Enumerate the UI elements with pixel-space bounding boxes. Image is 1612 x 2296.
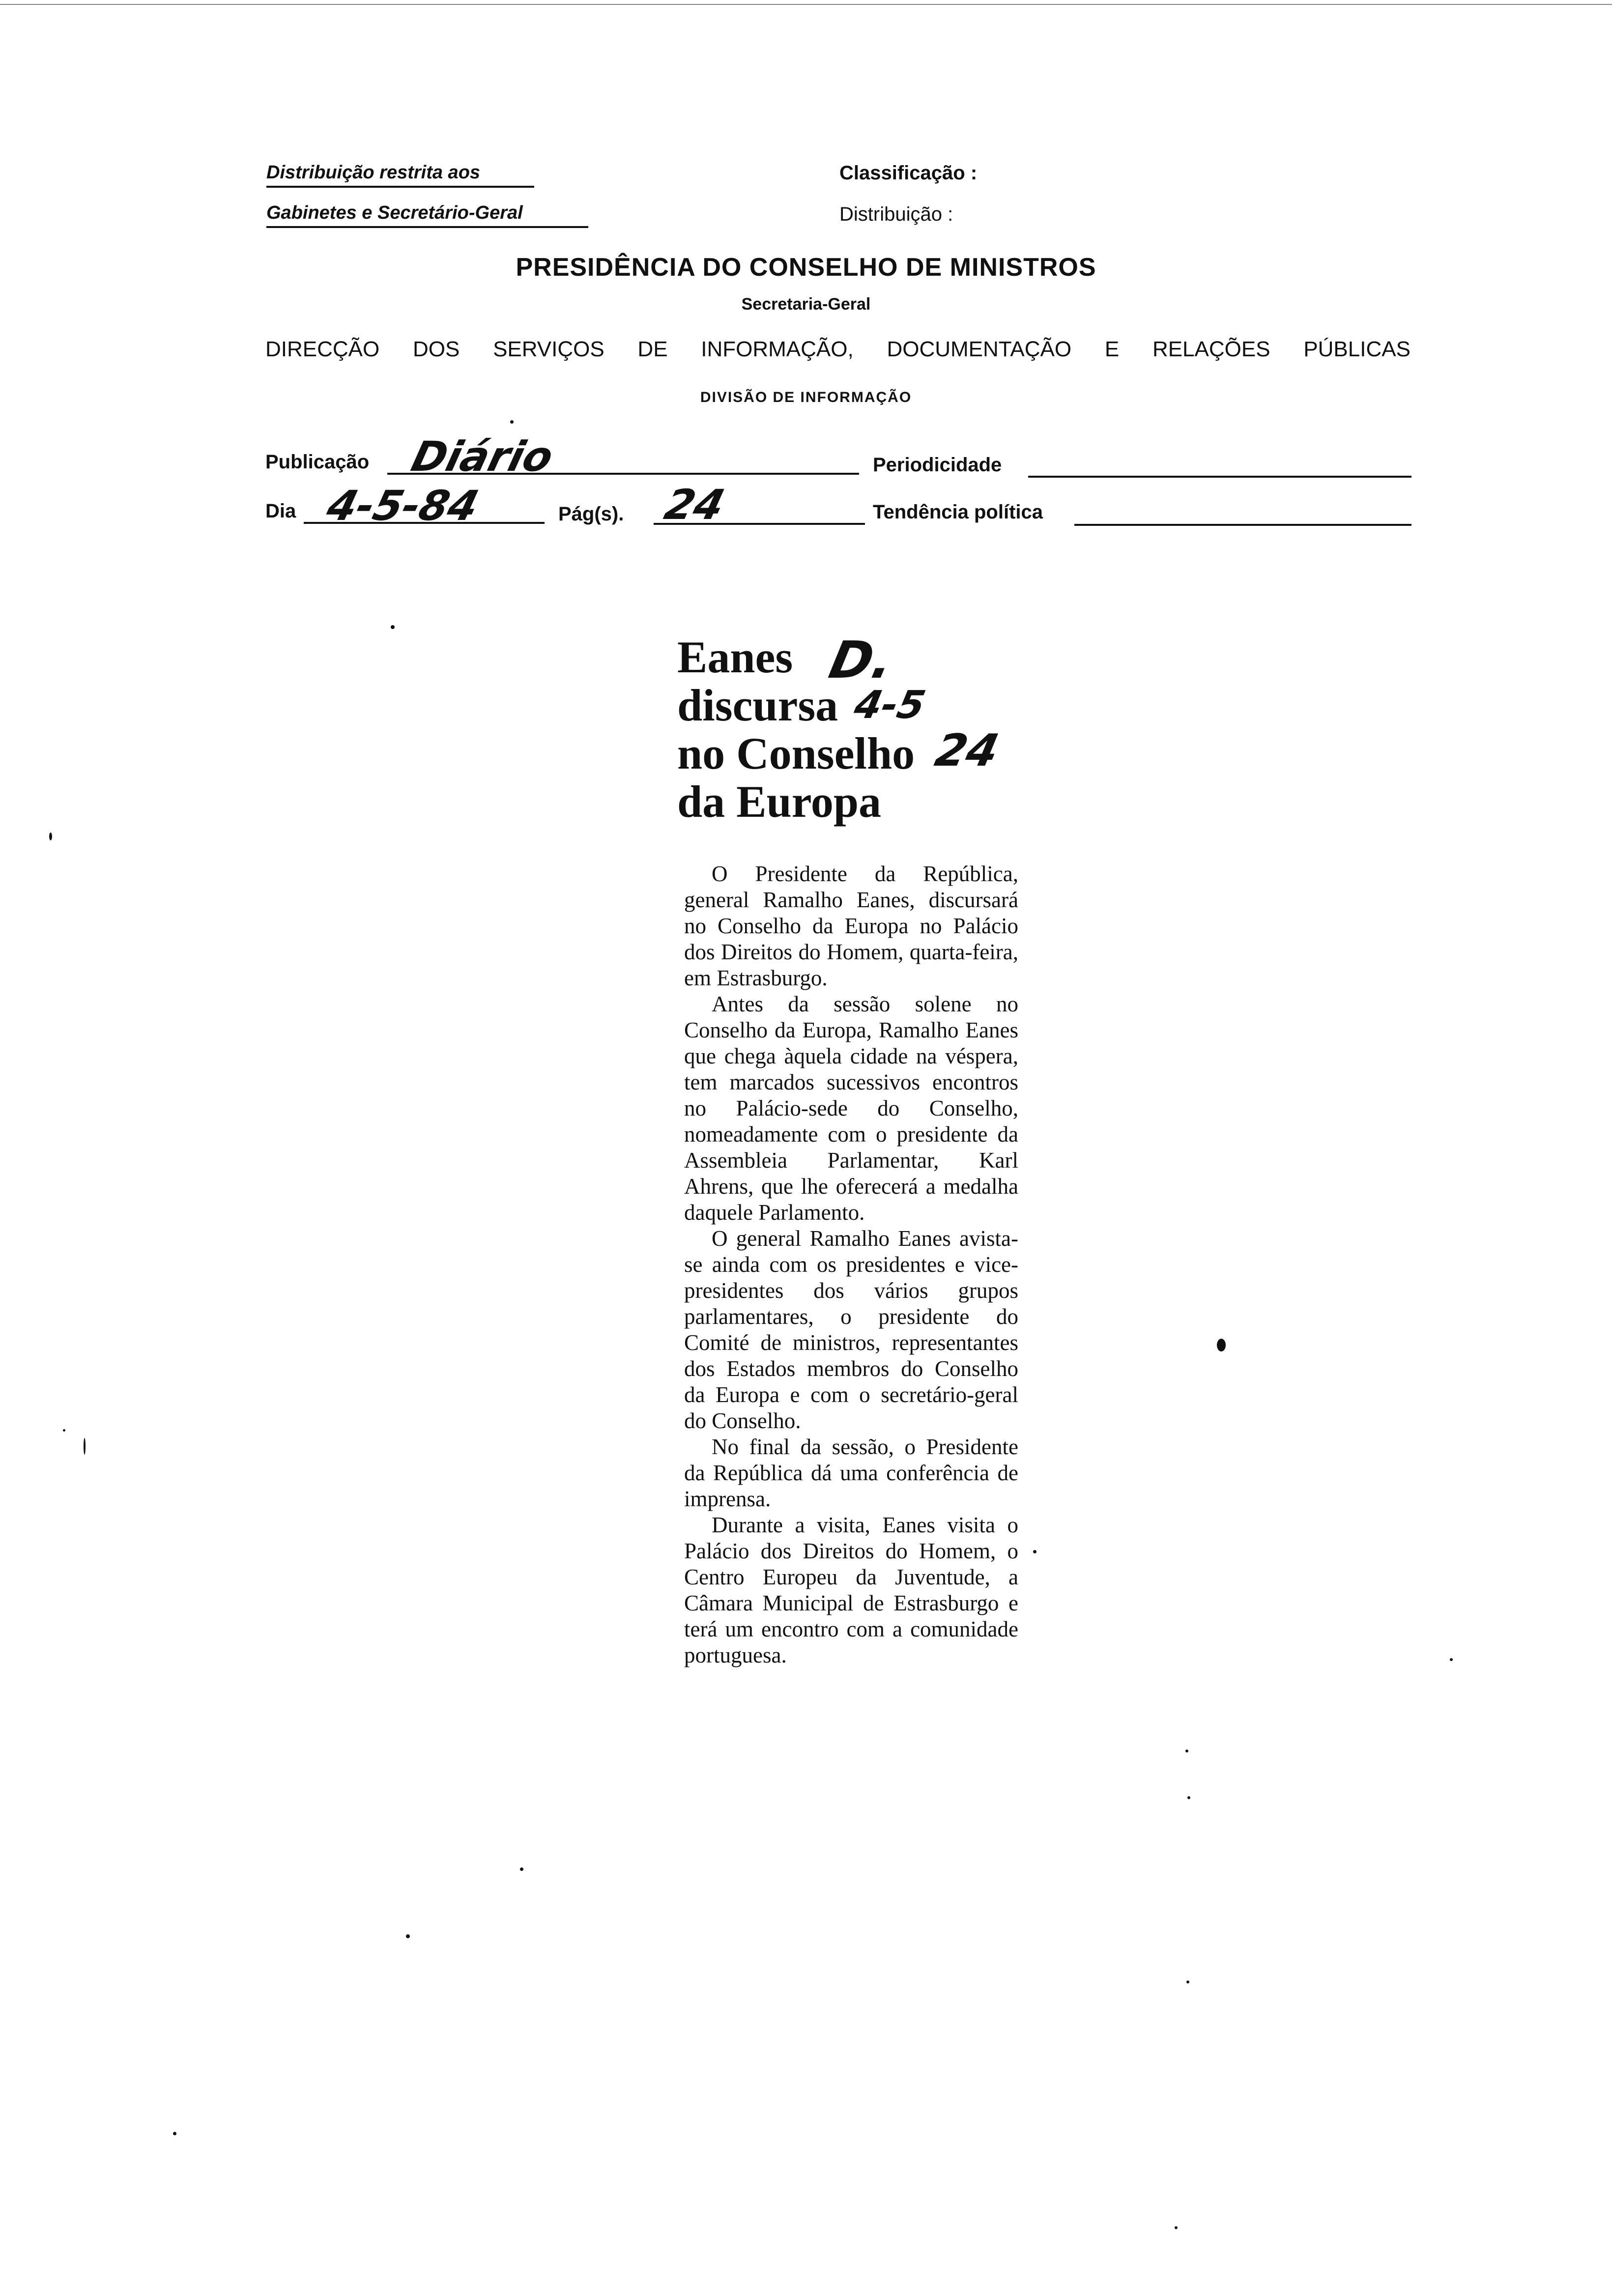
scan-speck xyxy=(510,420,514,424)
scan-speck xyxy=(173,2132,176,2135)
day-label: Dia xyxy=(265,500,296,522)
headline-line: Eanes xyxy=(677,632,793,682)
scan-speck xyxy=(406,1934,410,1938)
publication-value: Diário xyxy=(406,432,558,481)
scan-speck xyxy=(84,1438,86,1455)
handwritten-note-d: D. xyxy=(824,630,899,690)
article-paragraph: O Presidente da República, general Ramalho Eanes, discursará no Conselho da Europa no Palácio dos Direitos do Homem, quarta-feira, em Estrasburgo. xyxy=(684,861,1018,990)
scan-speck xyxy=(1186,1980,1189,1983)
pages-value: 24 xyxy=(660,481,730,529)
political-tendency-label: Tendência política xyxy=(873,501,1043,523)
headline-line: da Europa xyxy=(677,776,882,827)
institution-title: PRESIDÊNCIA DO CONSELHO DE MINISTROS xyxy=(516,253,1096,282)
directorate-word: DE xyxy=(637,337,668,361)
scan-speck xyxy=(63,1429,65,1432)
classification-label: Classificação : xyxy=(839,162,978,184)
scan-speck xyxy=(1185,1750,1188,1752)
scan-speck xyxy=(1175,2226,1178,2229)
distribution-line-2: Gabinetes e Secretário-Geral xyxy=(266,202,523,223)
distribution-underline-1 xyxy=(266,186,534,188)
directorate-word: SERVIÇOS xyxy=(493,337,604,361)
scan-speck xyxy=(1450,1658,1453,1661)
distribution-underline-2 xyxy=(266,226,588,228)
directorate-word: DOS xyxy=(412,337,460,361)
scan-speck xyxy=(391,625,395,629)
distribution-label: Distribuição : xyxy=(839,203,953,225)
scan-speck xyxy=(1217,1339,1226,1351)
directorate-word: RELAÇÕES xyxy=(1152,337,1270,361)
institution-subtitle: Secretaria-Geral xyxy=(741,295,871,314)
periodicity-rule xyxy=(1028,476,1411,478)
headline-line: no Conselho xyxy=(677,728,915,778)
directorate-word: E xyxy=(1104,337,1120,361)
periodicity-label: Periodicidade xyxy=(873,454,1002,476)
article-paragraph: O general Ramalho Eanes avista-se ainda com os presidentes e vice-presidentes dos vários grupos parlamentares, o presidente do Comité de ministros, representantes dos Estados membros do Conselho da Europa e com o secretário-geral do Conselho. xyxy=(684,1226,1018,1433)
day-value: 4-5-84 xyxy=(322,482,484,530)
directorate-word: INFORMAÇÃO, xyxy=(701,337,854,361)
headline-line: discursa xyxy=(677,680,838,730)
article-body xyxy=(684,861,1018,1668)
scan-edge-line xyxy=(0,4,1612,5)
article-paragraph: Durante a visita, Eanes visita o Palácio dos Direitos do Homem, o Centro Europeu da Juventude, a Câmara Municipal de Estrasburgo e terá um encontro com a comunidade portuguesa. xyxy=(684,1513,1018,1667)
handwritten-note-page: 24 xyxy=(930,725,1004,776)
scan-speck xyxy=(1187,1796,1190,1799)
directorate-word: DIRECÇÃO xyxy=(265,337,380,361)
scan-speck xyxy=(520,1867,523,1871)
political-tendency-rule xyxy=(1074,524,1411,526)
distribution-line-1: Distribuição restrita aos xyxy=(266,162,481,183)
scan-speck xyxy=(49,832,52,840)
handwritten-note-date: 4-5 xyxy=(850,683,929,727)
directorate-line xyxy=(265,337,1410,362)
division-label: DIVISÃO DE INFORMAÇÃO xyxy=(700,389,912,405)
pages-label: Pág(s). xyxy=(558,503,624,525)
article-paragraph: Antes da sessão solene no Conselho da Europa, Ramalho Eanes que chega àquela cidade na véspera, tem marcados sucessivos encontros no Palácio-sede do Conselho, nomeadamente com o presidente da Assembleia Parlamentar, Karl Ahrens, que lhe oferecerá a medalha daquele Parlamento. xyxy=(684,992,1018,1225)
directorate-word: PÚBLICAS xyxy=(1303,337,1410,361)
scan-speck xyxy=(1033,1550,1036,1553)
directorate-word: DOCUMENTAÇÃO xyxy=(887,337,1072,361)
article-paragraph: No final da sessão, o Presidente da República dá uma conferência de imprensa. xyxy=(684,1435,1018,1511)
publication-label: Publicação xyxy=(265,451,370,473)
